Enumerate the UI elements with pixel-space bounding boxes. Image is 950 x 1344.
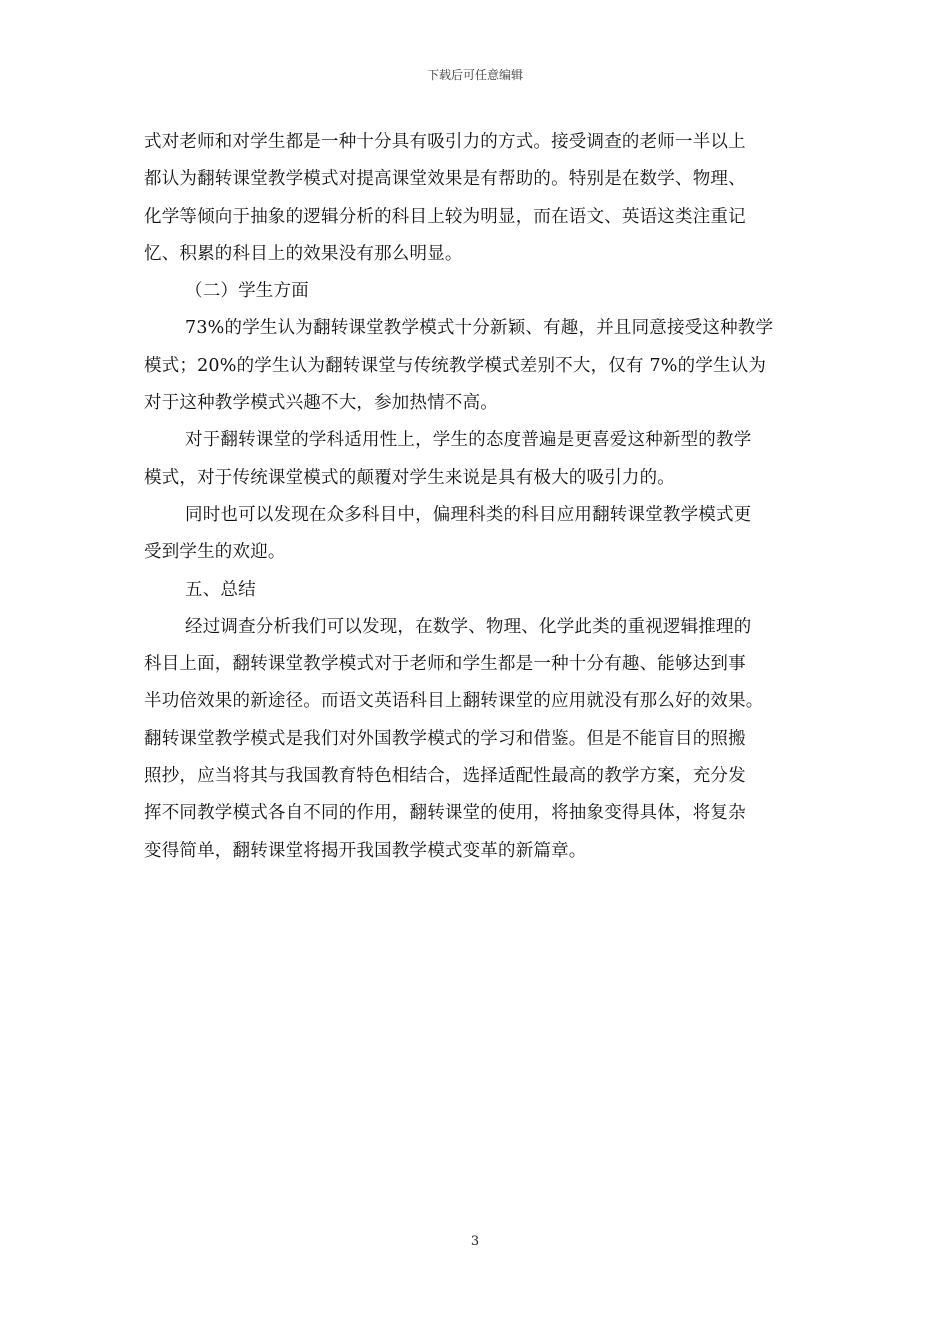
text-line: 忆、积累的科目上的效果没有那么明显。 [144, 243, 463, 264]
text-line: 翻转课堂教学模式是我们对外国教学模式的学习和借鉴。但是不能盲目的照搬 [144, 728, 746, 749]
text-line: 科目上面，翻转课堂教学模式对于老师和学生都是一种十分有趣、能够达到事 [144, 654, 746, 675]
section-heading: 五、总结 [185, 579, 256, 600]
page-header: 下载后可任意编辑 [426, 68, 523, 82]
text-line: 都认为翻转课堂教学模式对提高课堂效果是有帮助的。特别是在数学、物理、 [144, 169, 746, 190]
text-line: 变得简单，翻转课堂将揭开我国教学模式变革的新篇章。 [144, 840, 587, 861]
text-line: 73%的学生认为翻转课堂教学模式十分新颖、有趣，并且同意接受这种教学 [185, 318, 774, 339]
page-number: 3 [470, 1234, 480, 1249]
text-line: 受到学生的欢迎。 [144, 542, 286, 563]
text-line: 同时也可以发现在众多科目中，偏理科类的科目应用翻转课堂教学模式更 [185, 504, 752, 525]
text-line: 化学等倾向于抽象的逻辑分析的科目上较为明显，而在语文、英语这类注重记 [144, 206, 746, 227]
section-heading: （二）学生方面 [185, 281, 309, 302]
text-line: 挥不同教学模式各自不同的作用，翻转课堂的使用，将抽象变得具体，将复杂 [144, 803, 746, 824]
text-line: 半功倍效果的新途径。而语文英语科目上翻转课堂的应用就没有那么好的效果。 [144, 691, 764, 712]
text-line: 对于翻转课堂的学科适用性上，学生的态度普遍是更喜爱这种新型的教学 [185, 430, 752, 451]
text-line: 式对老师和对学生都是一种十分具有吸引力的方式。接受调查的老师一半以上 [144, 132, 746, 152]
text-line: 对于这种教学模式兴趣不大，参加热情不高。 [144, 393, 498, 414]
text-line: 经过调查分析我们可以发现，在数学、物理、化学此类的重视逻辑推理的 [185, 616, 752, 637]
text-line: 模式；20%的学生认为翻转课堂与传统教学模式差别不大，仅有 7%的学生认为 [144, 355, 767, 376]
document-body [144, 124, 806, 870]
text-line: 模式，对于传统课堂模式的颠覆对学生来说是具有极大的吸引力的。 [144, 467, 675, 488]
text-line: 照抄，应当将其与我国教育特色相结合，选择适配性最高的教学方案，充分发 [144, 766, 746, 787]
